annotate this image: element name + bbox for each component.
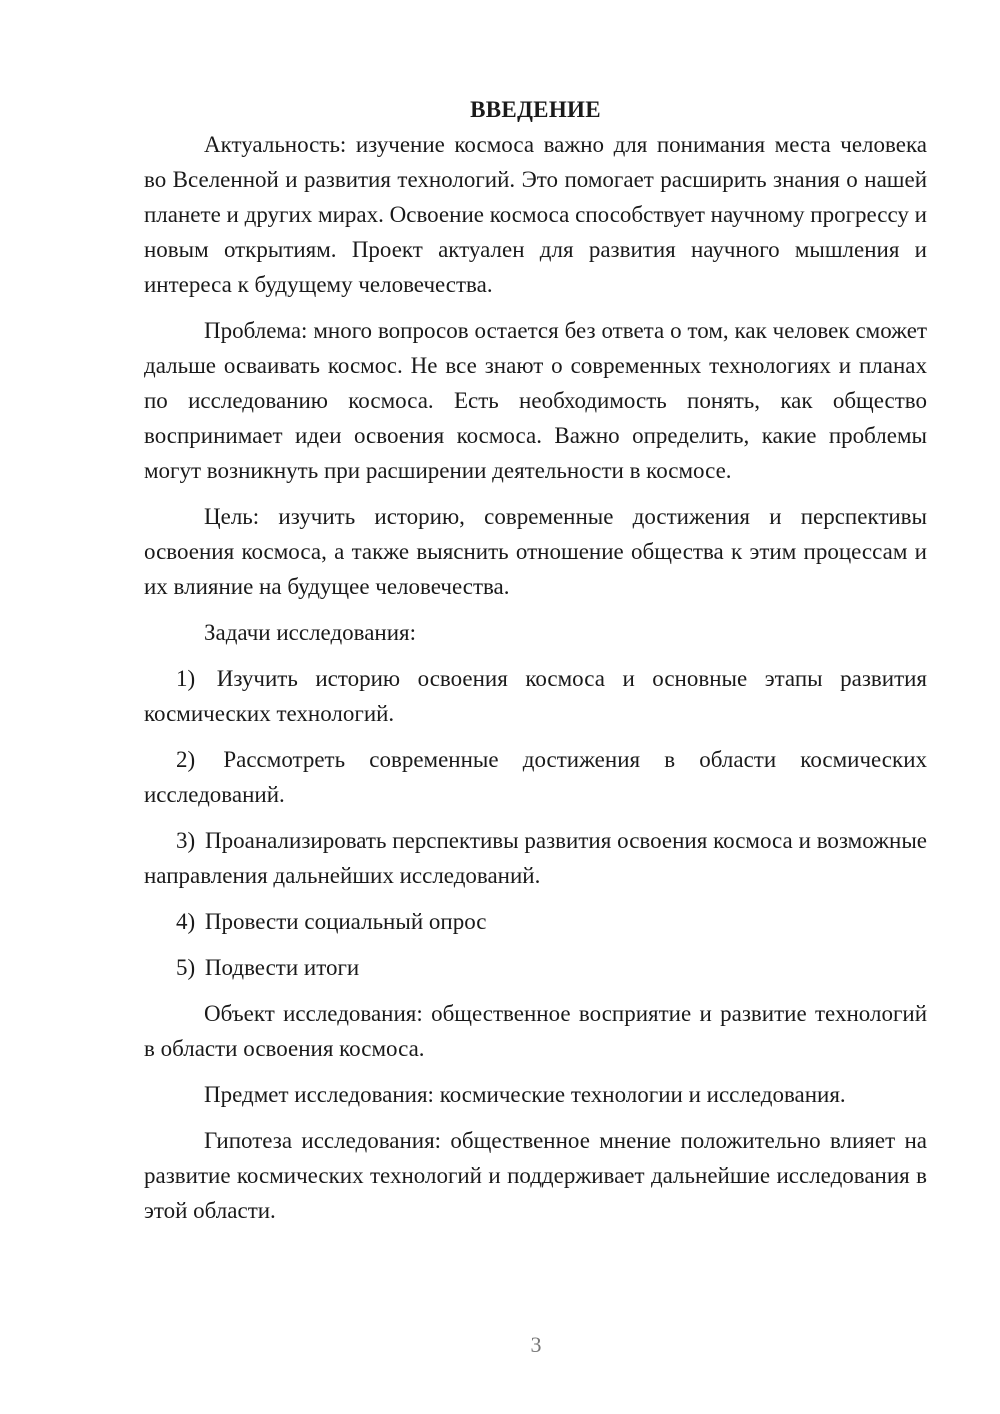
task-text: Изучить историю освоения космоса и основные этапы развития космических технологий. [144, 666, 928, 726]
task-number: 4) [176, 909, 196, 934]
task-number: 3) [176, 828, 196, 853]
task-number: 5) [176, 955, 196, 980]
page-number: 3 [530, 1332, 542, 1357]
hypothesis-paragraph: Гипотеза исследования: общественное мнение положительно влияет на развитие космических технологий и поддерживает дальнейшие исследования в этой области. [144, 1128, 927, 1223]
task-number: 1) [176, 666, 196, 691]
task-item [144, 742, 927, 812]
section-title: ВВЕДЕНИЕ [470, 97, 601, 122]
task-number: 2) [176, 747, 196, 772]
task-item [144, 950, 927, 985]
page-content [144, 92, 927, 1239]
subject-paragraph: Предмет исследования: космические технологии и исследования. [204, 1082, 846, 1107]
task-text: Рассмотреть современные достижения в области космических исследований. [144, 747, 928, 807]
task-text: Проанализировать перспективы развития освоения космоса и возможные направления дальнейших исследований. [144, 828, 928, 888]
goal-paragraph: Цель: изучить историю, современные достижения и перспективы освоения космоса, а также выяснить отношение общества к этим процессам и их влияние на будущее человечества. [144, 504, 927, 599]
object-paragraph: Объект исследования: общественное восприятие и развитие технологий в области освоения космоса. [144, 1001, 927, 1061]
task-item [144, 904, 927, 939]
task-text: Подвести итоги [204, 955, 360, 980]
task-item [144, 823, 927, 893]
task-item [144, 661, 927, 731]
task-text: Провести социальный опрос [204, 909, 487, 934]
tasks-heading: Задачи исследования: [204, 620, 417, 645]
relevance-paragraph: Актуальность: изучение космоса важно для понимания места человека во Вселенной и развития технологий. Это помогает расширить знания о нашей планете и других мирах. Освоение космоса способствует научному прогрессу и новым открытиям. Проект актуален для развития научного мышления и интереса к будущему человечества. [144, 132, 927, 297]
problem-paragraph: Проблема: много вопросов остается без ответа о том, как человек сможет дальше осваивать космос. Не все знают о современных технологиях и планах по исследованию космоса. Есть необходимость понять, как общество воспринимает идеи освоения космоса. Важно определить, какие проблемы могут возникнуть при расширении деятельности в космосе. [144, 318, 927, 483]
tasks-list [144, 661, 927, 985]
